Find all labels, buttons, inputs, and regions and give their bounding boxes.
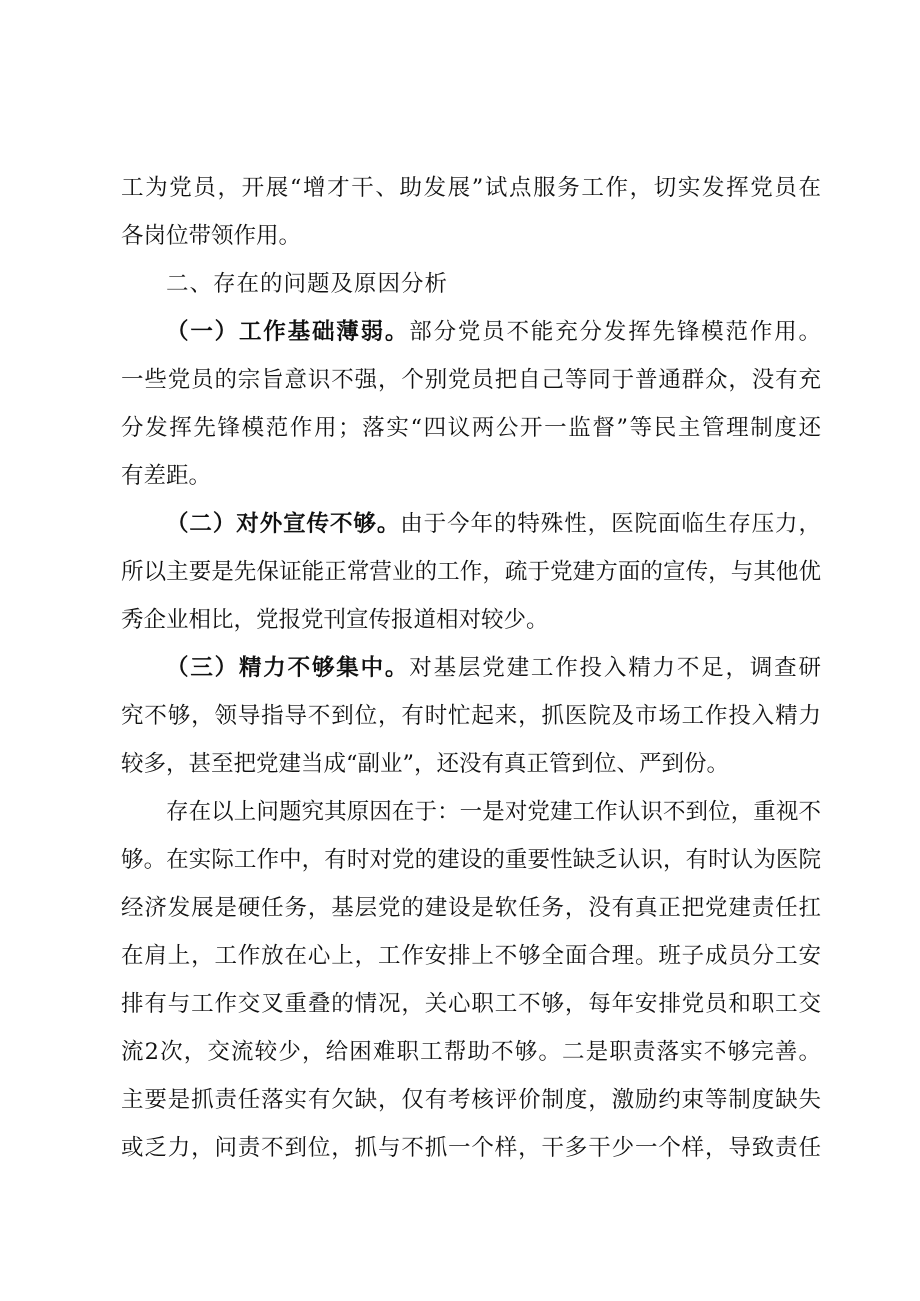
paragraph-line: 存在以上问题究其原因在于：一是对党建工作认识不到位，重视不 — [166, 799, 821, 825]
subsection-text: 对基层党建工作投入精力不足，调查研 — [409, 655, 821, 681]
paragraph-line: 在肩上，工作放在心上，工作安排上不够全面合理。班子成员分工安 — [121, 943, 821, 969]
section-heading: 二、存在的问题及原因分析 — [166, 271, 449, 297]
paragraph-line: 各岗位带领作用。 — [121, 223, 302, 249]
paragraph-line: 主要是抓责任落实有欠缺，仅有考核评价制度，激励约束等制度缺失 — [121, 1087, 821, 1113]
paragraph-line: 一些党员的宗旨意识不强，个别党员把自己等同于普通群众，没有充 — [121, 367, 821, 393]
subsection-text: 部分党员不能充分发挥先锋模范作用。 — [409, 319, 821, 345]
paragraph-line: 或乏力，问责不到位，抓与不抓一个样，干多干少一个样，导致责任 — [121, 1135, 821, 1161]
subsection-first-line — [166, 642, 821, 694]
subsection-title: （一）工作基础薄弱。 — [166, 319, 410, 345]
subsection-title: （三）精力不够集中。 — [166, 655, 410, 681]
subsection-first-line — [166, 306, 821, 358]
paragraph-line: 经济发展是硬任务，基层党的建设是软任务，没有真正把党建责任扛 — [121, 895, 821, 921]
paragraph-line: 够。在实际工作中，有时对党的建设的重要性缺乏认识，有时认为医院 — [121, 847, 821, 873]
subsection-title: （二）对外宣传不够。 — [166, 511, 401, 537]
paragraph-line: 有差距。 — [121, 463, 212, 489]
paragraph-line: 较多，甚至把党建当成“副业”，还没有真正管到位、严到份。 — [121, 751, 730, 777]
paragraph-line: 工为党员，开展“增才干、助发展”试点服务工作，切实发挥党员在 — [121, 175, 821, 201]
paragraph-line: 秀企业相比，党报党刊宣传报道相对较少。 — [121, 607, 549, 633]
paragraph-line: 究不够，领导指导不到位，有时忙起来，抓医院及市场工作投入精力 — [121, 703, 821, 729]
subsection-text: 由于今年的特殊性，医院面临生存压力， — [400, 511, 821, 537]
paragraph-line: 所以主要是先保证能正常营业的工作，疏于党建方面的宣传，与其他优 — [121, 559, 821, 585]
paragraph-line: 排有与工作交叉重叠的情况，关心职工不够，每年安排党员和职工交 — [121, 991, 821, 1017]
paragraph-line: 流2次，交流较少，给困难职工帮助不够。二是职责落实不够完善。 — [121, 1039, 821, 1065]
paragraph-line: 分发挥先锋模范作用；落实“四议两公开一监督”等民主管理制度还 — [121, 415, 821, 441]
subsection-first-line — [166, 498, 821, 550]
